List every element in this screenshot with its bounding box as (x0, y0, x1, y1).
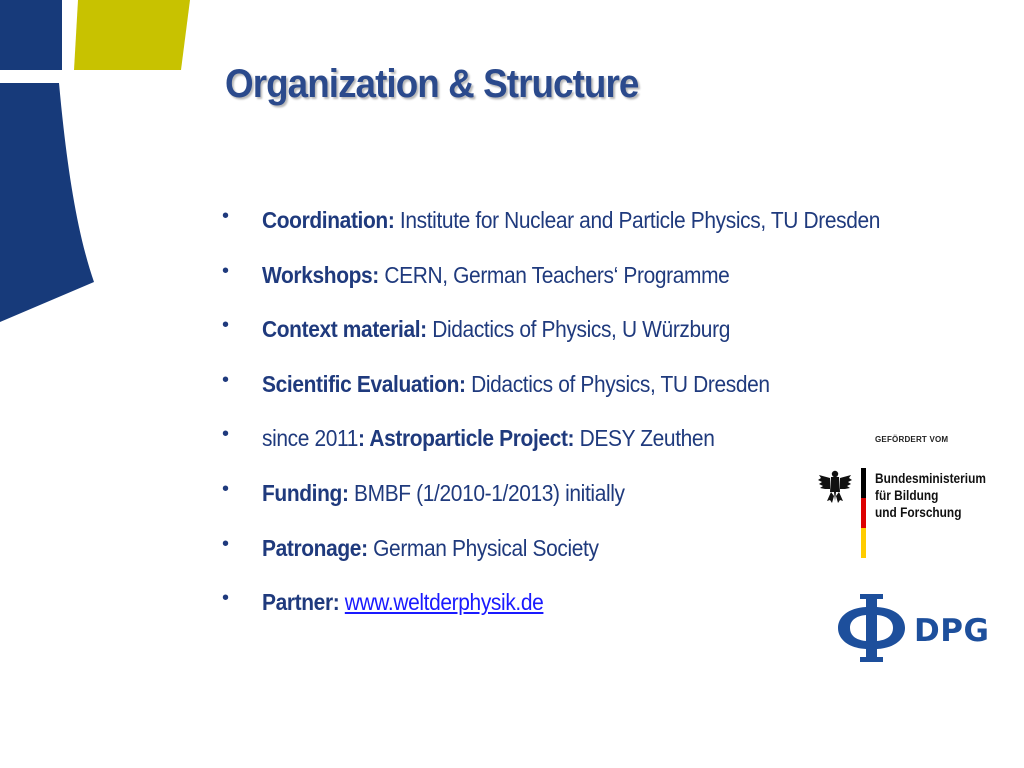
slide-title: Organization & Structure (225, 62, 639, 106)
dpg-wordmark: DPG (914, 613, 990, 649)
list-item (222, 258, 1012, 313)
bullet-icon: • (222, 368, 229, 391)
bmbf-line: und Forschung (875, 505, 962, 520)
eagle-icon (818, 468, 852, 504)
bmbf-name (875, 470, 986, 521)
bullet-icon: • (222, 314, 229, 337)
bullet-icon: • (222, 423, 229, 446)
bullet-icon: • (222, 532, 229, 555)
phi-right-bowl (877, 607, 905, 649)
bullet-label: Coordination: (262, 207, 395, 233)
bullet-text: CERN, German Teachers‘ Programme (378, 261, 730, 288)
bullet-text: Institute for Nuclear and Particle Physics, TU Dresden (394, 207, 881, 233)
bullet-list (222, 203, 1012, 640)
bullet-label: : Astroparticle Project: (358, 425, 575, 452)
bullet-label: Context material: (262, 316, 427, 343)
bullet-text: DESY Zeuthen (574, 425, 715, 452)
bmbf-line: für Bildung (875, 488, 939, 503)
list-item (222, 203, 1012, 258)
phi-left-bowl (838, 607, 866, 649)
partner-link[interactable]: www.weltderphysik.de (344, 589, 544, 616)
bullet-prefix: since 2011 (262, 425, 359, 452)
bullet-text: BMBF (1/2010-1/2013) initially (348, 479, 625, 506)
bullet-icon: • (222, 259, 229, 282)
bullet-icon: • (222, 477, 229, 500)
bmbf-line: Bundesministerium (875, 471, 986, 486)
bullet-label: Patronage: (262, 534, 368, 561)
bullet-text: Didactics of Physics, TU Dresden (465, 370, 770, 397)
bullet-label: Workshops: (262, 261, 379, 288)
german-flag-stripe (861, 468, 866, 558)
deco-yellow-block (74, 0, 190, 70)
bmbf-tagline: GEFÖRDERT VOM (875, 435, 949, 444)
dpg-logo (836, 594, 996, 664)
list-item (222, 312, 1012, 367)
deco-blue-curved-band (0, 83, 94, 322)
deco-blue-top-block (0, 0, 62, 70)
bullet-icon: • (222, 205, 229, 227)
bullet-label: Partner: (262, 589, 340, 616)
bullet-icon: • (222, 587, 229, 610)
list-item (222, 367, 1012, 422)
bullet-text: German Physical Society (367, 534, 599, 561)
phi-stem (866, 594, 877, 662)
bullet-text: Didactics of Physics, U Würzburg (426, 316, 730, 343)
phi-serif-bottom (860, 657, 883, 662)
corner-decoration (0, 0, 200, 330)
bmbf-logo (818, 432, 1003, 562)
bullet-label: Scientific Evaluation: (262, 370, 466, 397)
bullet-label: Funding: (262, 479, 349, 506)
phi-serif-top (860, 594, 883, 599)
